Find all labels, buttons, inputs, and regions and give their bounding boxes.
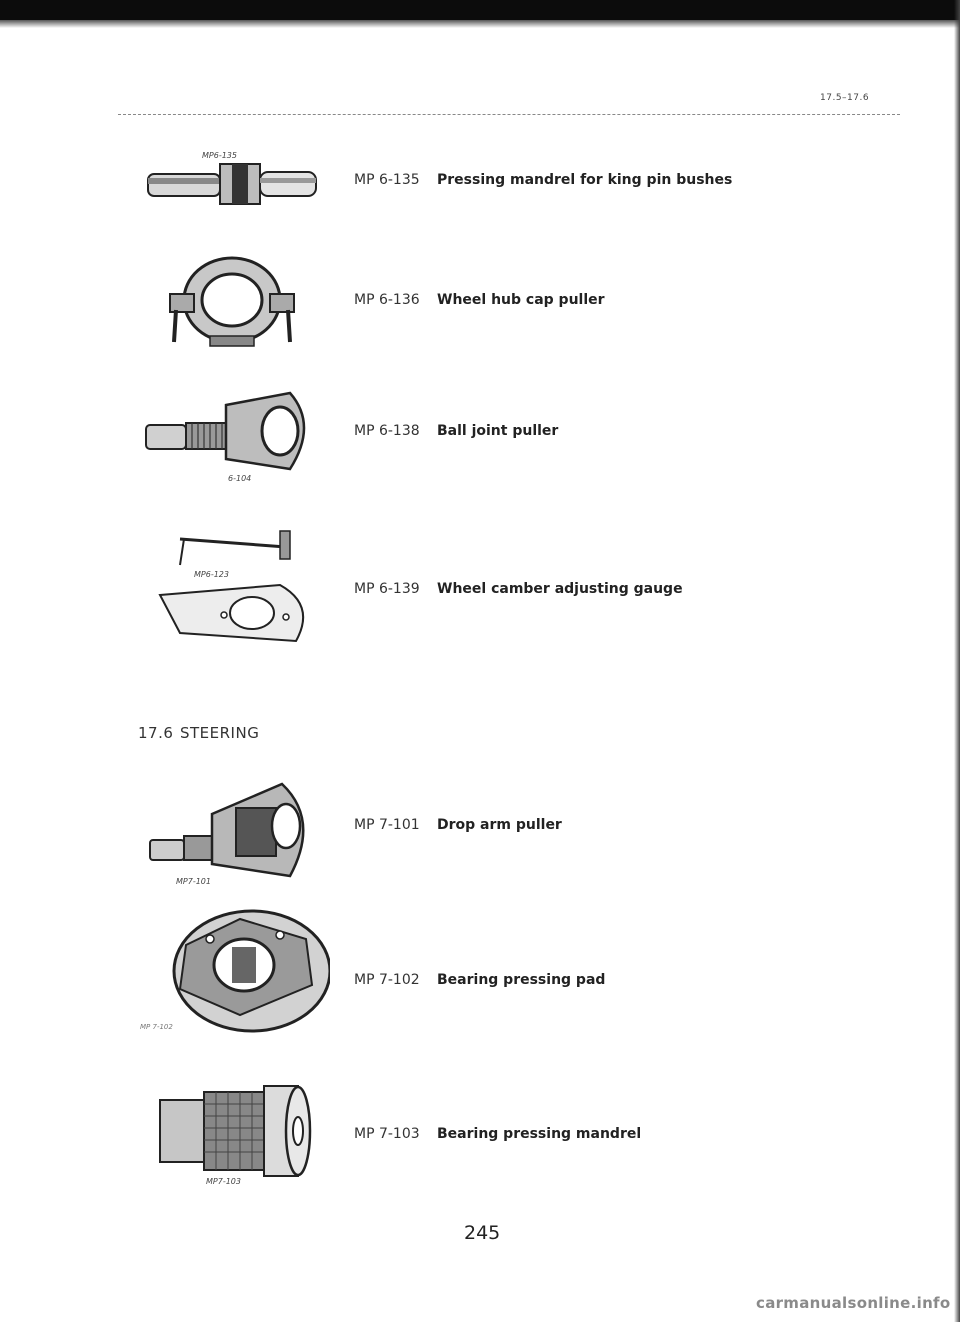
tool-description: Pressing mandrel for king pin bushes	[437, 172, 733, 188]
tool-description: Drop arm puller	[437, 817, 562, 833]
tool-description: Bearing pressing mandrel	[437, 1126, 642, 1142]
tool-row-mp6-139	[0, 525, 960, 635]
tool-code: MP 7-103	[354, 1126, 420, 1142]
svg-text:MP7-103: MP7-103	[206, 1177, 241, 1186]
drop-arm-puller-icon	[140, 780, 330, 890]
page-reference: 17.5–17.6	[820, 93, 870, 103]
tool-row-mp7-103	[0, 1078, 960, 1188]
svg-text:MP7-101: MP7-101	[176, 877, 211, 886]
page-number: 245	[464, 1222, 501, 1244]
tool-description: Bearing pressing pad	[437, 972, 606, 988]
tool-row-mp6-138	[0, 385, 960, 495]
header-rule	[118, 114, 900, 115]
pressing-pad-icon	[140, 905, 330, 1031]
section-number: 17.6	[138, 724, 174, 742]
tool-row-mp6-135	[0, 140, 960, 250]
tool-code: MP 6-135	[354, 172, 420, 188]
tool-row-mp7-102	[0, 905, 960, 1031]
section-heading	[138, 724, 259, 742]
tool-code: MP 7-102	[354, 972, 420, 988]
svg-text:MP6-123: MP6-123	[194, 570, 229, 579]
camber-gauge-icon	[140, 525, 330, 635]
pressing-mandrel-icon	[140, 1078, 330, 1188]
tool-description: Ball joint puller	[437, 423, 559, 439]
tool-code: MP 6-136	[354, 292, 420, 308]
scan-top-band	[0, 0, 960, 20]
tool-row-mp7-101	[0, 780, 960, 890]
tool-code: MP 6-138	[354, 423, 420, 439]
watermark: carmanualsonline.info	[756, 1294, 951, 1312]
tool-code: MP 7-101	[354, 817, 420, 833]
tool-description: Wheel camber adjusting gauge	[437, 581, 683, 597]
tool-code: MP 6-139	[354, 581, 420, 597]
ball-joint-puller-icon	[140, 385, 330, 495]
svg-text:MP 7-102: MP 7-102	[140, 1023, 173, 1031]
svg-text:MP6-135: MP6-135	[202, 151, 237, 160]
mandrel-icon	[140, 140, 330, 250]
tool-description: Wheel hub cap puller	[437, 292, 605, 308]
svg-text:6-104: 6-104	[228, 474, 252, 483]
hub-cap-puller-icon	[140, 250, 330, 360]
tool-row-mp6-136	[0, 250, 960, 360]
section-title: STEERING	[180, 724, 260, 742]
